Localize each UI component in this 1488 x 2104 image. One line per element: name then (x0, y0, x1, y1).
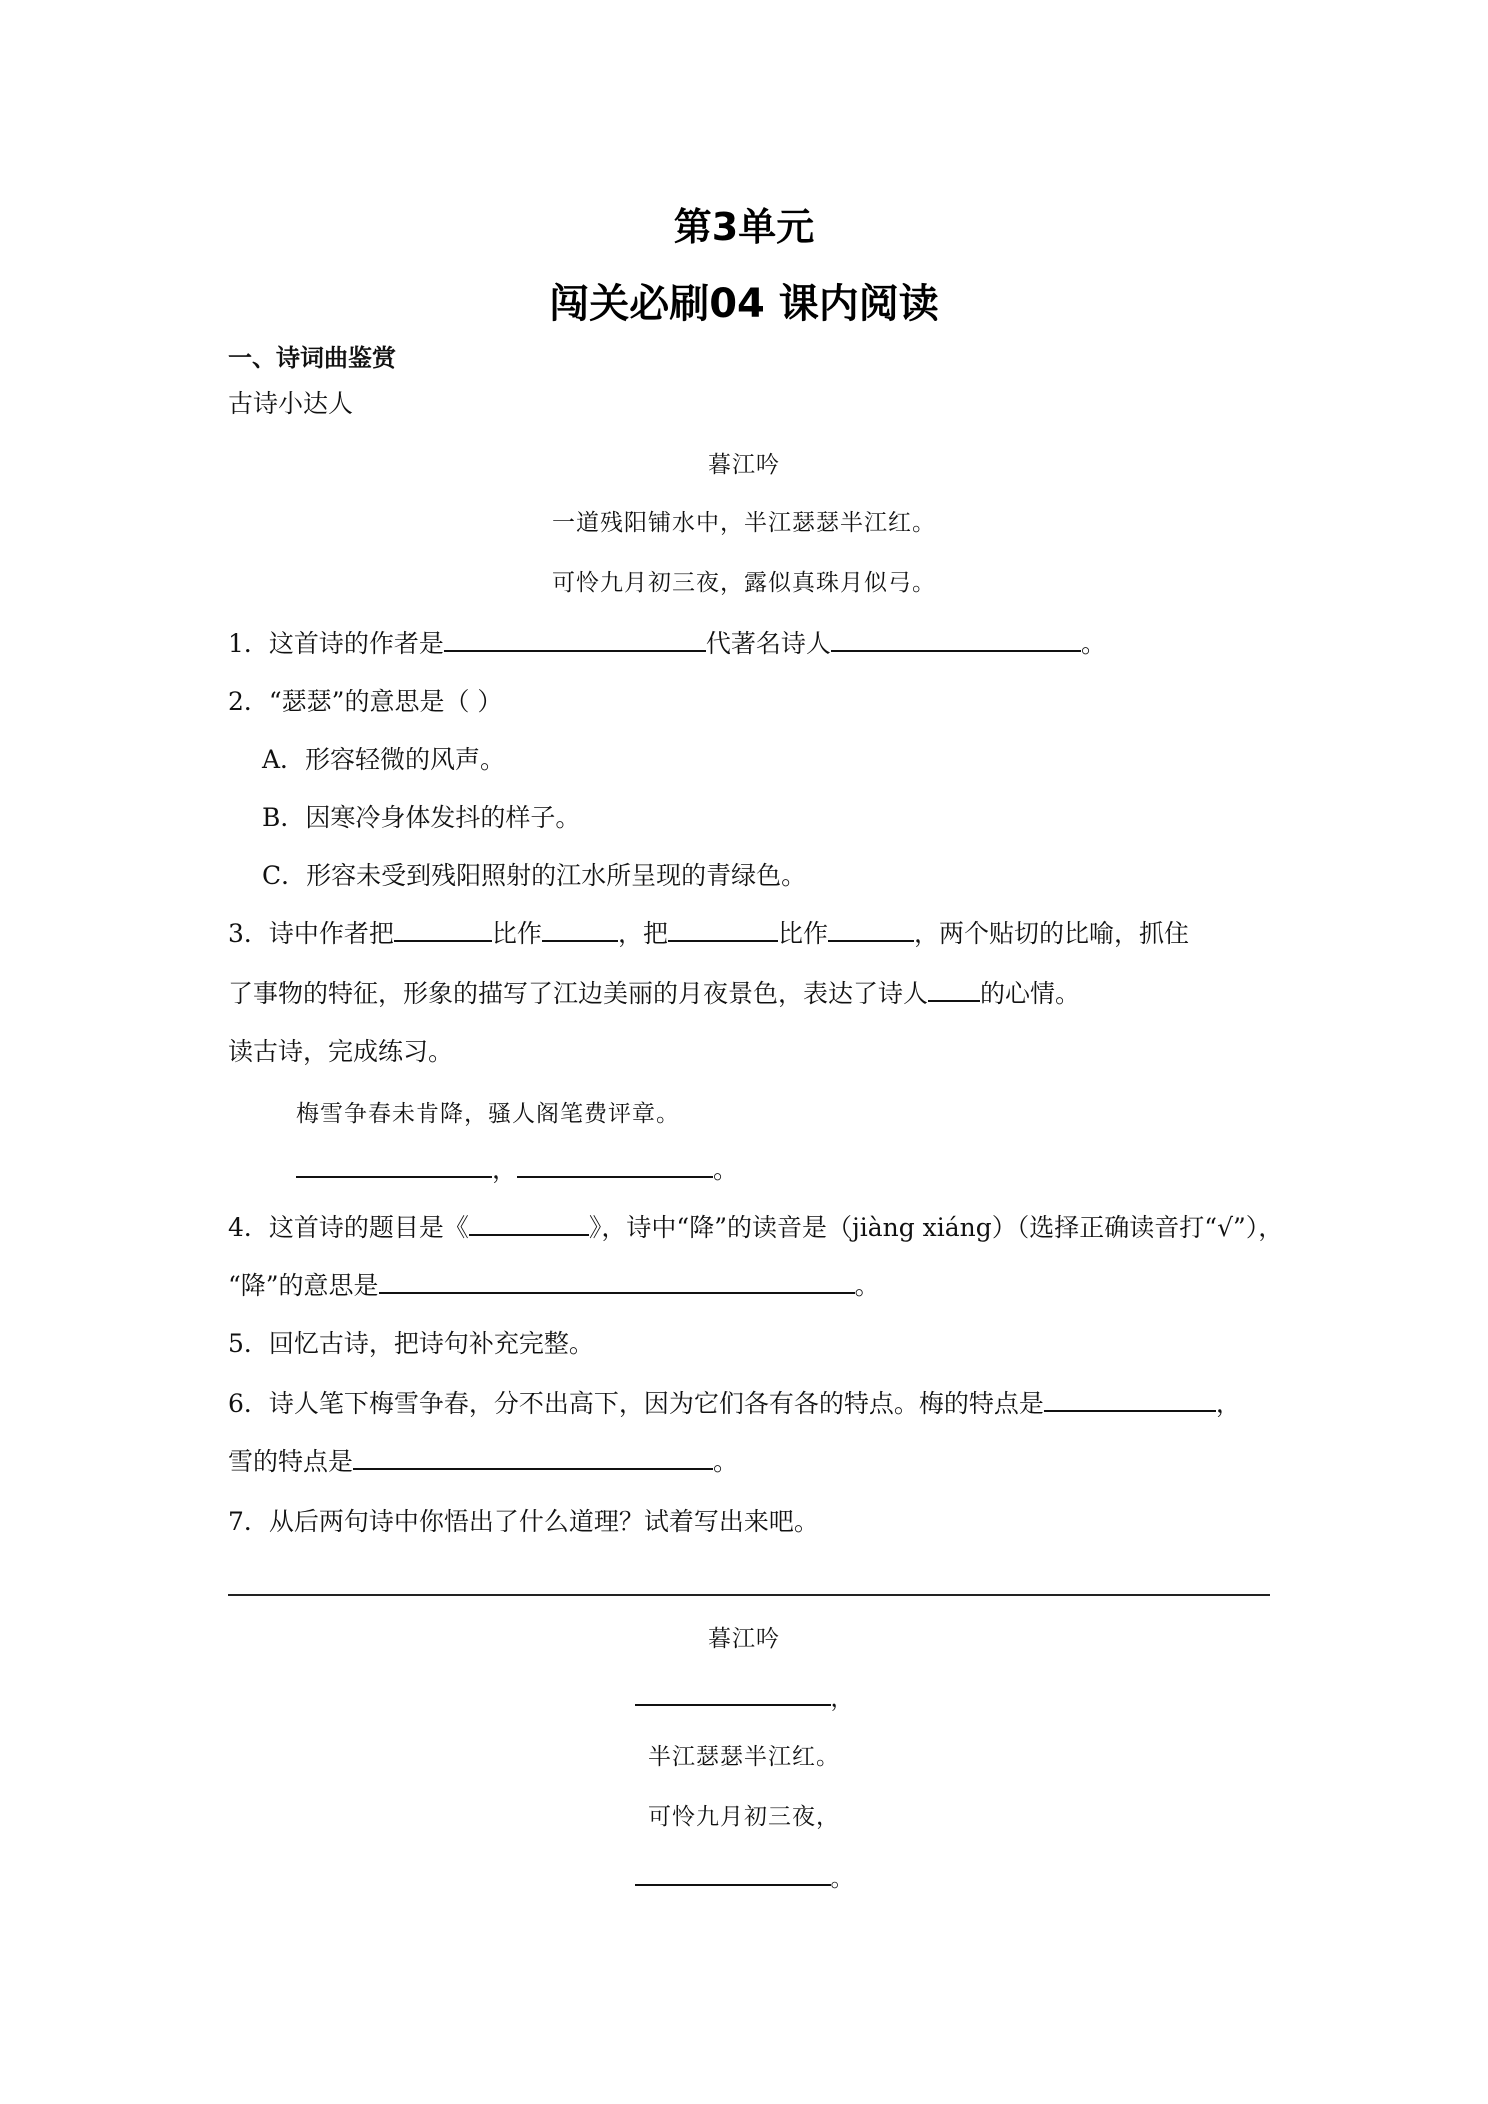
poem-line-2: 可怜九月初三夜，露似真珠月似弓。 (552, 570, 936, 596)
option-b[interactable]: B．因寒冷身体发抖的样子。 (262, 803, 581, 832)
poem3-title: 暮江吟 (708, 1626, 780, 1652)
poem2-fill-line: ， 。 (296, 1152, 738, 1188)
answer-blank[interactable] (828, 916, 914, 942)
question-6-cont: 雪的特点是 。 (228, 1444, 738, 1480)
question-1: 1．这首诗的作者是 代著名诗人 。 (228, 626, 1106, 662)
answer-blank[interactable] (353, 1444, 713, 1470)
subheading: 古诗小达人 (228, 389, 354, 418)
answer-blank[interactable] (394, 916, 492, 942)
poem-title: 暮江吟 (708, 452, 780, 478)
answer-blank[interactable] (668, 916, 778, 942)
question-5: 5．回忆古诗，把诗句补充完整。 (228, 1329, 594, 1358)
poem3-line-3: 可怜九月初三夜， (648, 1804, 840, 1830)
answer-blank[interactable] (635, 1680, 831, 1706)
answer-blank[interactable] (635, 1860, 831, 1886)
poem3-fill-1: ， (0, 1680, 1488, 1716)
read-prompt: 读古诗，完成练习。 (228, 1037, 454, 1066)
poem2-line: 梅雪争春未肯降，骚人阁笔费评章。 (296, 1101, 680, 1127)
question-6: 6．诗人笔下梅雪争春，分不出高下，因为它们各有各的特点。梅的特点是 ， (228, 1386, 1241, 1422)
question-4-cont: “降”的意思是 。 (228, 1268, 880, 1304)
option-c[interactable]: C．形容未受到残阳照射的江水所呈现的青绿色。 (262, 861, 807, 890)
question-3-cont: 了事物的特征，形象的描写了江边美丽的月夜景色，表达了诗人 的心情。 (228, 976, 1080, 1012)
answer-blank[interactable] (1044, 1386, 1216, 1412)
answer-blank[interactable] (296, 1152, 492, 1178)
question-2: 2．“瑟瑟”的意思是（ ） (228, 687, 503, 716)
answer-line[interactable] (228, 1594, 1270, 1596)
answer-blank[interactable] (444, 626, 706, 652)
question-7: 7．从后两句诗中你悟出了什么道理？试着写出来吧。 (228, 1507, 819, 1536)
question-4: 4．这首诗的题目是《 》，诗中“降”的读音是（jiàng xiáng）（选择正确读音打“√”）， (228, 1210, 1283, 1246)
answer-blank[interactable] (469, 1210, 589, 1236)
answer-blank[interactable] (542, 916, 618, 942)
answer-blank[interactable] (831, 626, 1081, 652)
option-a[interactable]: A．形容轻微的风声。 (262, 745, 506, 774)
poem-line-1: 一道残阳铺水中，半江瑟瑟半江红。 (552, 510, 936, 536)
answer-blank[interactable] (379, 1268, 855, 1294)
poem3-fill-2: 。 (0, 1860, 1488, 1896)
section-heading: 一、诗词曲鉴赏 (228, 344, 396, 372)
question-3: 3．诗中作者把 比作 ，把 比作 ，两个贴切的比喻，抓住 (228, 916, 1189, 952)
unit-title: 第3单元 (673, 205, 815, 249)
answer-blank[interactable] (928, 976, 980, 1002)
answer-blank[interactable] (517, 1152, 713, 1178)
page-title: 闯关必刷04 课内阅读 (549, 281, 939, 327)
poem3-line-2: 半江瑟瑟半江红。 (648, 1744, 840, 1770)
